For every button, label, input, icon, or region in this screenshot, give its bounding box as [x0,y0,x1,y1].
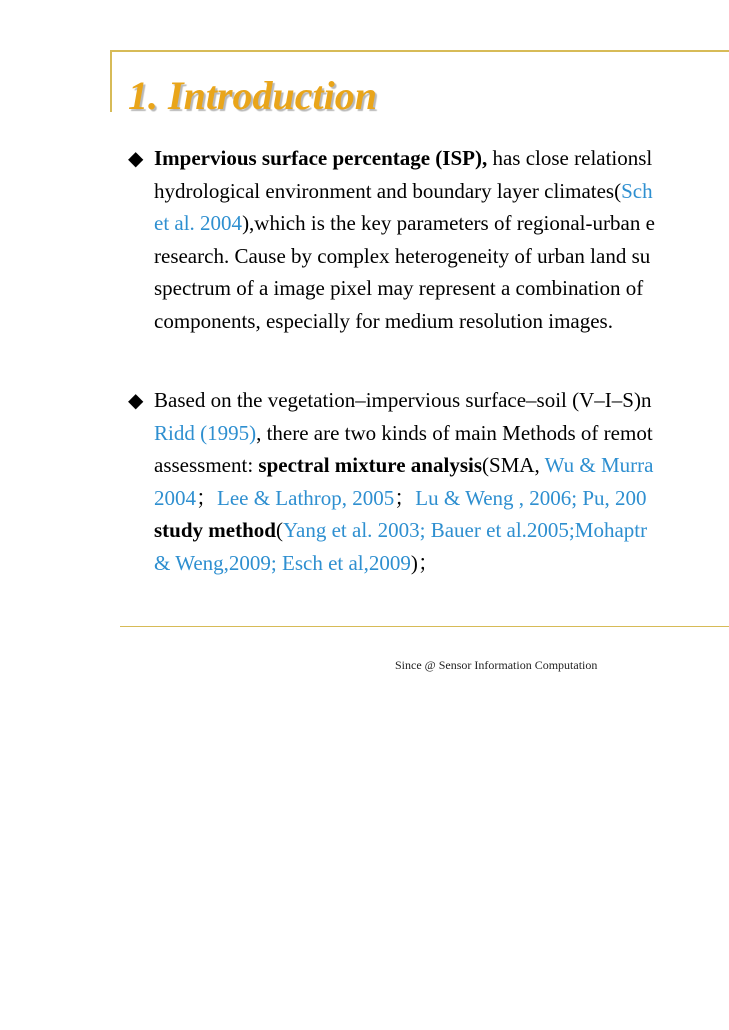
footer-text: Since @ Sensor Information Computation [395,658,598,672]
bullet-line [128,384,729,417]
bullet-line [128,142,729,175]
bullet-isp [128,142,729,337]
citation: 2004 [154,485,196,510]
text-fragment: hydrological environment and boundary layer climates( [154,178,622,203]
citation: et al. 2004 [154,211,243,235]
bullet-line [128,482,729,515]
text-fragment: ),which is the key parameters of regional-urban e [242,211,655,235]
text-fragment: assessment: [154,453,259,477]
diamond-bullet-icon: ◆ [128,148,144,170]
bullet-line [128,207,729,240]
bullet-line: components, especially for medium resolution images. [154,308,613,333]
citation: & Weng,2009; Esch et al,2009 [154,550,411,575]
separator: ； [196,485,217,510]
citation: Yang et al. 2003; Bauer et al.2005;Mohaptr [282,518,648,542]
bullet-line [128,417,729,450]
bullet-methods [128,384,729,579]
bullet-line: research. Cause by complex heterogeneity of urban land su [154,243,651,268]
text-fragment: Based on the vegetation–impervious surface–soil (V–I–S)n [154,388,652,412]
citation: Sch [621,178,653,203]
bullet-line [128,547,729,580]
text-fragment: (SMA, [482,453,545,477]
text-fragment: )； [410,550,439,575]
header-rule [112,50,729,52]
citation: Lee & Lathrop, 2005 [217,485,395,510]
bullet-line: spectrum of a image pixel may represent a combination of [154,276,644,300]
footer-rule [120,626,729,627]
slide-title: 1. Introduction [128,73,377,118]
text-fragment: ( [275,518,283,542]
title-accent-bar [110,50,112,112]
citation: Lu & Weng , 2006; Pu, 200 [415,485,647,510]
diamond-bullet-icon: ◆ [128,390,144,412]
term-study-method: study method [154,518,276,542]
term-isp: Impervious surface percentage (ISP), [154,146,488,170]
citation: Wu & Murra [544,453,654,477]
term-sma: spectral mixture analysis [258,453,483,477]
bullet-line [128,175,729,208]
separator: ； [394,485,416,510]
citation: Ridd (1995) [154,420,257,445]
bullet-line [128,514,729,547]
text-fragment: has close relationsl [487,146,653,170]
text-fragment: , there are two kinds of main Methods of remot [256,420,653,445]
bullet-line [128,449,729,482]
